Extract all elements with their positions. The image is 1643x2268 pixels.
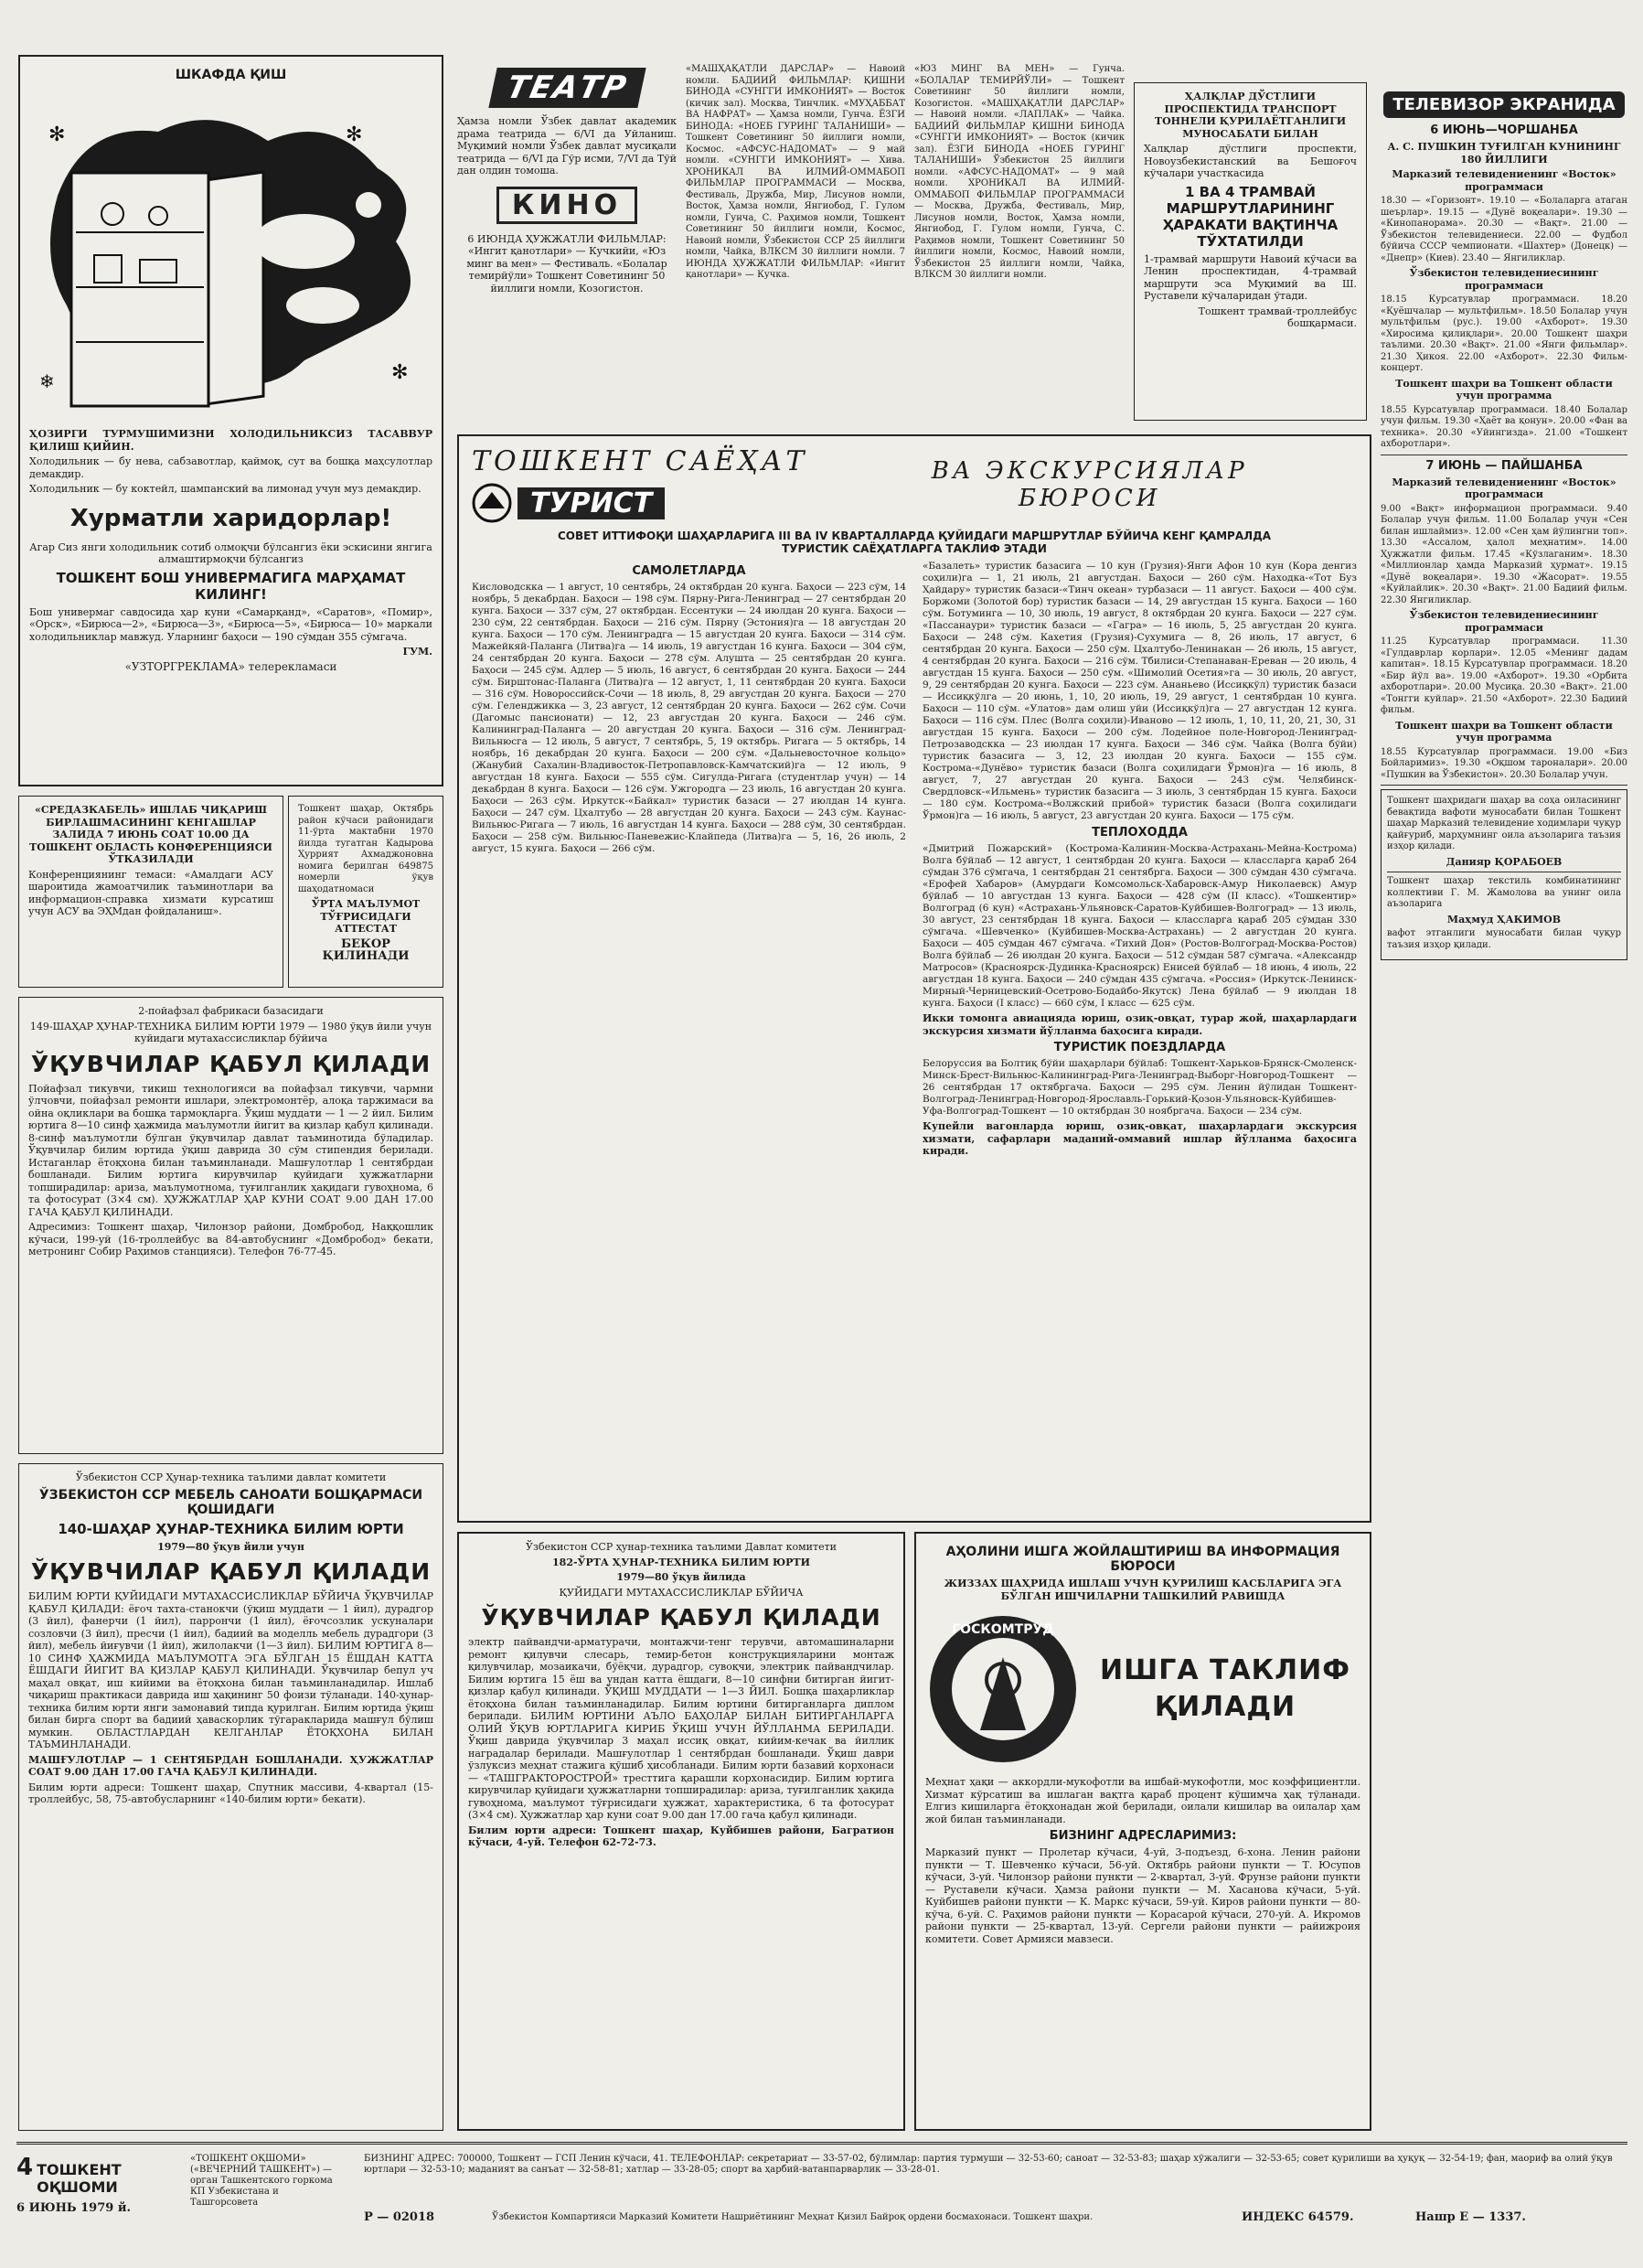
school140-top: Ўзбекистон ССР Ҳунар-техника таълими давлат комитети bbox=[75, 1471, 387, 1483]
fridge-text-6: Бош универмаг савдосида ҳар куни «Самарқанд», «Саратов», «Помир», «Орск», «Бирюса—2», «Бирюса—3», «Бирюса—5», «Бирюса— 10» маркали холодильниклар мавжуд. Уларнинг баҳоси — 190 сўмдан 355 сўмгача. bbox=[29, 605, 432, 643]
obituary-notice-1: Тошкент шаҳридаги шаҳар ва соҳа оиласининг бевақтида вафоти муносабати билан Тошкент шаҳар Марказий телевидение ходимлари чуқур қайғуриб, марҳумнинг оила аъзоларига таъзия изҳор қилади. bbox=[1387, 796, 1621, 851]
kino-logo: КИНО bbox=[496, 187, 637, 224]
footer-register: Р — 02018 bbox=[364, 2210, 435, 2224]
footer-address: БИЗНИНГ АДРЕС: 700000, Тошкент — ГСП Ленин кўчаси, 41. ТЕЛЕФОНЛАР: секретариат — 33-57-02, бўлимлар: партия турмуши — 32-53-60; саноат — 32-53-83; шаҳар хўжалиги — 32-53-65; совет қурилиши ва ҳуқуқ — 32-54-19; фан, маориф ва олий ўқув юртлари — 32-53-10; маданият ва санъат — 32-58-81; хатлар — 33-28-05; спорт ва ҳарбий-ватанпарварлик — 33-28-01. bbox=[364, 2154, 1613, 2175]
cable-ad-note: Конференциянинг темаси: «Амалдаги АСУ шароитида жамоатчилик таъминотлари ва информацион-справка хизмати курсатиш учун АСУ ва ЭҲМдан фойдаланиш». bbox=[28, 868, 273, 917]
tours-bureau-1: ВА ЭКСКУРСИЯЛАР bbox=[931, 456, 1248, 485]
tours-train-note: Купейли вагонларда юриш, озиқ-овқат, шаҳарлардаги экскурсия хизмати, сафарлари маданий-оммавий ишлар йўлланма баҳосига киради. bbox=[923, 1120, 1357, 1157]
school182-years: 1979—80 ўқув йилида bbox=[616, 1571, 746, 1583]
tram-sign: Тошкент трамвай-троллейбус бошқармаси. bbox=[1198, 305, 1357, 329]
footer-page-number: 4 bbox=[16, 2154, 34, 2181]
jobs-brand: ГОСКОМТРУД bbox=[952, 1622, 1054, 1637]
tours-ship-text: «Дмитрий Пожарский» (Кострома-Калинин-Москва-Астрахань-Мейна-Кострома) Волга бўйлаб — 12 август, 1 сентябрдан 20 кунга. Баҳоси — классларга қараб 264 сўмдан 376 сўмгача, 1 сентябрдан 21 сентябрга. Баҳоси — 300 сўмдан 430 сўмгача. «Ерофей Хабаров» (Амурдаги Комсомольск-Хабаровск-Амур Николаевск) Амур бўйлаб — 10 августдан 13 кунга. Баҳоси — 428 сўм (II класс). «Тошкентир» Волгоград (6 кун) «Астрахань-Ульяновск-Саратов-Куйбишев-Волгоград» — 13 июль, 30 август, 23 сентябрдан 18 кунга. Баҳоси — классларга қараб 205 сўмдан 330 сўмгача. «Шевченко» (Куйбишев-Москва-Астрахань) — 2 августдан 20 кунга. Баҳоси — 405 сўмдан 467 сўмгача. «Тихий Дон» (Ростов-Волгоград-Москва-Ростов) Волга бўйлаб — 26 июлдан 20 кунга. Баҳоси — 512 сўмдан 587 сўмгача. «Александр Матросов» (Красноярск-Дудинка-Красноярск) Енисей бўйлаб — 18 июнь, 4 июль, 22 августдан 18 кунга. Баҳоси — 240 сўмдан 435 сўмгача. «Россия» (Иркутск-Ленинск-Мирный-Черницевский-Осетрово-Бодайбо-Якутск) Лена бўйлаб — 9 июлдан 18 кунга. Баҳоси (I класс) — 660 сўм, I класс — 625 сўм. bbox=[923, 843, 1357, 1009]
tram-text-2: 1-трамвай маршрути Навоий кўчаси ва Ленин проспектидан, 4-трамвай маршрути эса Муқимий ва Ш. Руставели кўчаларидан ўтади. bbox=[1144, 252, 1357, 302]
tram-notice bbox=[1134, 82, 1367, 421]
tours-right-text: «Базалеть» туристик базасига — 10 кун (Грузия)-Янги Афон 10 кун (Кора денгиз соҳили)га — 1, 21 июль, 21 августдан. Баҳоси — 260 сўм. Находка-«Тот Буз Ҳайдару» туристик базаси-«Тинч океан» турбазаси — 11 август. Баҳоси — 400 сўм. Боржоми (Золотой бор) туристик базаси — 14, 29 августдан 15 кунга. Баҳоси — 160 сўм. Ботуминга — 10, 30 июль, 19 август, 8 октябрдан 20 кунга. Баҳоси — 227 сўм. «Пассанаури» туристик базаси — «Гагра» — 16 июль, 5, 25 августдан 20 кунга. Баҳоси — 248 сўм. Кахетия (Грузия)-Сухумига — 8, 26 июль, 17 август, 6 сентябрдан 20 кунга. Баҳоси — 250 сўм. Цхалтубо-Ленинакан — 26 июль, 15 август, 4 сентябрдан 20 кунга. Баҳоси — 216 сўм. Тбилиси-Степанаван-Ереван — 20 июль, 4 августдан 15 кунга. Баҳоси — 250 сўм. «Шимолий Осетия»га — 30 июль, 20 август, 9, 29 сентябрдан 20 кунга. Баҳоси — 223 сўм. Ананьево (Иссиқкўл) туристик базаси — Иссиқкўлга — 20 июнь, 1, 10, 20 июль, 19, 29 август, 1 сентябрдан 10 кунга. Баҳоси — 110 сўм. «Улатов» дам олиш уйи (Иссиқкўл)га — 27 августдан 12 кунга. Баҳоси — 116 сўм. Плес (Волга соҳили)-Иваново — 12 июль, 1, 10, 11, 20, 21, 30, 31 августдан 15 кунга. Баҳоси — 200 сўм. Лодейное поле-Новгород-Ленинград-Петрозаводскка — 23 июлдан 17 кунга. Баҳоси — 346 сўм. Чайка (Волга бўйи) туристик базасига — 3, 12, 23 июлдан 20 кунга. Баҳоси — 155 сўм. Кострома-«Дунёво» туристик базаси (Волга соҳилидаги Ўрмон)га — 16 июль, 8 август, 7, 27 августдан 20 кунга. Баҳоси — 243 сўм. Челябинск-Свердловск-«Ильмень» туристик базасига — 3 июль, 3 сентябрдан 15 кунга. Баҳоси — 180 сўм. Кострома-«Волжский прибой» туристик базаси (Волга соҳилидаги Ўрмон)га — 16 июль, 5 август, 23 августдан 20 кунга. Баҳоси — 175 сўм. bbox=[923, 561, 1357, 821]
cinema-col2-text: «МАШҲАҚАТЛИ ДАРСЛАР» — Навоий номли. БАДИИЙ ФИЛЬМЛАР: ҚИШНИ БИНОДА «СУНГГИ ИМКОНИЯТ» — Восток (кичик зал). Москва, Тинчлик. «МУҲАББАТ ВА НАФРАТ» — Ҳамза номли, Гунча. ЁЗГИ БИНОДА: «НОЕБ ГУРИНГ ТАЛАНИШИ» — Тошкент Советининг 50 йиллиги номли, Космос. «АФСУС-НАДОМАТ» — 9 май номли. «СУНГГИ ИМКОНИЯТ» — Хива. ХРОНИКАЛ ВА ИЛМИЙ-ОММАБОП ФИЛЬМЛАР ПРОГРАММАСИ — Москва, Фестиваль, Дружба, Мир, Лисунов номли, Восток, Ҳамза номли, Янгиобод, Г. Гулом номли, Гунча, С. Раҳимов номли, Тошкент Советининг 50 йиллиги номли, Космос, Навоий номли, Ўзбекистон ССР 25 йиллиги номли, Чайка, ВЛКСМ 30 йиллиги номли. 7 ИЮНДА ҲУЖЖАТЛИ ФИЛЬМЛАР: «Ингит қанотлари» — Кучка. bbox=[686, 64, 905, 280]
jobs-headline: ИШГА ТАКЛИФ ҚИЛАДИ bbox=[1100, 1654, 1350, 1723]
obituary-box bbox=[1381, 789, 1627, 960]
tv-logo: ТЕЛЕВИЗОР ЭКРАНИДА bbox=[1383, 91, 1624, 118]
theatre-logo: ТЕАТР bbox=[488, 68, 645, 108]
fridge-ad-title: ШКАФДА ҚИШ bbox=[175, 68, 287, 82]
school182-top: Ўзбекистон ССР ҳунар-техника таълими Давлат комитети bbox=[526, 1541, 837, 1553]
school149-top: 2-пойафзал фабрикаси базасидаги bbox=[138, 1005, 324, 1017]
fridge-text-4: Агар Сиз янги холодильник сотиб олмоқчи бўлсангиз ёки эскисини янгига алмаштирмоқчи бўлсангиз bbox=[29, 540, 432, 565]
tv-tash-2: Тошкент шаҳри ва Тошкент области учун программа bbox=[1395, 719, 1613, 744]
obituary-notice-2: Тошкент шаҳар текстиль комбинатининг коллективи Г. М. Жамолова ва унинг оила аъзоларига bbox=[1387, 876, 1621, 909]
fridge-agency: «УЗТОРГРЕКЛАМА» телерекламаси bbox=[124, 659, 337, 673]
school182-spec: ҚУЙИДАГИ МУТАХАССИСЛИКЛАР БЎЙИЧА bbox=[559, 1586, 804, 1599]
fridge-ad bbox=[18, 55, 443, 786]
tram-intro: ҲАЛҚЛАР ДЎСТЛИГИ ПРОСПЕКТИДА ТРАНСПОРТ ТОННЕЛИ ҚУРИЛАЁТГАНЛИГИ МУНОСАБАТИ БИЛАН bbox=[1154, 91, 1347, 140]
tv-prog-4: 9.00 «Вақт» информацион программаси. 9.40 Болалар учун фильм. 11.00 Болалар учун «Сен билан ишлаймиз». 12.00 «Сен ҳам йўлингни топ». 13.30 «Ассалом, ҳалол меҳнатим». 14.00 Ҳужжатли фильм. 17.45 «Кўзлаганим». 18.30 «Миллионлар ҳамда Марказий ҳурмат». 19.15 «Дунё воқеалари». 19.30 «Жасорат». 19.55 «Куйлайлик». 20.30 «Вақт». 21.00 Бадиий фильм. 22.30 Янгиликлар. bbox=[1381, 503, 1627, 605]
cable-ad-text: «СРЕДАЗКАБЕЛЬ» ИШЛАБ ЧИҚАРИШ БИРЛАШМАСИНИНГ КЕНГАШЛАР ЗАЛИДА 7 ИЮНЬ СОАТ 10.00 ДА ТОШКЕНТ ОБЛАСТЬ КОНФЕРЕНЦИЯСИ ЎТКАЗИЛАДИ bbox=[29, 804, 272, 865]
jobs-body: Меҳнат ҳақи — аккордли-мукофотли ва ишбай-мукофотли, мос коэффициентли. Хизмат кўрсатиш ва ишлаган вақтга қараб процент кўшимча ҳақ тўланади. Елгиз кишиларга ётоқхонадан жой берилади, оилали кишилар ва оилалар ҳам жой билан таъминланади. bbox=[925, 1776, 1360, 1825]
tv-prog-1: 18.30 — «Горизонт». 19.10 — «Болаларга атаган шеърлар». 19.15 — «Дунё воқеалари». 19.30 — «Кинопанорама». 20.30 — «Вақт». 21.00 — Ўзбекистон телевидениеси. 22.00 — Фудбол бўйича СССР чемпионати. «Шахтер» (Донецк) — «Днепр» (Киев). 23.40 — Янгиликлар. bbox=[1381, 196, 1627, 263]
footer-index: ИНДЕКС 64579. bbox=[1242, 2210, 1354, 2224]
obituary-name-1: Данияр ҚОРАБОЕВ bbox=[1446, 855, 1563, 868]
school149-sub: 149-ШАҲАР ҲУНАР-ТЕХНИКА БИЛИМ ЮРТИ 1979 — 1980 ўқув йили учун куйидаги мутахассисликлар бўйича bbox=[29, 1020, 432, 1044]
school182-body: электр пайвандчи-арматурачи, монтажчи-тенг терувчи, автомашиналарни ремонт қилувчи слесарь, темир-бетон конструкцияларини монтаж қилувчилар, мозаикачи, бўёқчи, дурадгор, сувоқчи, электрик пайвандчилар. Билим юртига 15 ёш ва ундан катта ёшдаги, 8—10 синфни битирган йигит-қизлар қабул қилинади. ЎҚИШ МУДДАТИ — 1—3 ЙИЛ. Бошқа шаҳарликлар ётоқхона билан таъминланадилар. Билим юртини битирганларга диплом берилади. БИЛИМ ЮРТИНИ АЪЛО БАҲОЛАР БИЛАН БИТИРГАНЛАРГА ОЛИЙ ЎҚУВ ЮРТЛАРИГА КИРИБ ЎҚИШ УЧУН ЙЎЛЛАНМА БЕРИЛАДИ. Ўқиш даврида ўқувчилар 3 маҳал иссиқ овқат, кийим-кечак ва йиллик наградалар берилади. Машғулотлар 1 сентябрдан бошланади. Ўқиш даври ўзлуксиз меҳнат стажига қўшиб ҳисобланади. Билим юрти базавий корхонаси — «ТАШГРАКТОРОСТРОЙ» тресттига қарашли корхонасидир. Билим юртига кирувчилар қуйидаги ҳужжатларни топширадилар: ариза, туғилганлик ҳақида гувоҳнома, маълумот тўғрисидаги ҳужжат, характеристика, 6 та фотосурат (3×4 см). Ҳужжатлар ҳар куни соат 9.00 дан 17.00 гача қабул қилинади. bbox=[468, 1636, 894, 1821]
svg-text:✻: ✻ bbox=[345, 123, 362, 146]
fridge-text-2: Холодильник — бу нева, сабзавотлар, қаймоқ, сут ва бошқа маҳсулотлар демакдир. bbox=[29, 455, 432, 480]
tourist-logo bbox=[472, 483, 807, 523]
school140-sub: 140-ШАҲАР ҲУНАР-ТЕХНИКА БИЛИМ ЮРТИ bbox=[58, 1520, 404, 1537]
school140-headline: ЎҚУВЧИЛАР ҚАБУЛ ҚИЛАДИ bbox=[30, 1558, 432, 1585]
tours-bureau-2: БЮРОСИ bbox=[1018, 484, 1161, 512]
obituary-name-2: Маҳмуд ҲАКИМОВ bbox=[1446, 913, 1562, 925]
tv-tash-1: Тошкент шаҳри ва Тошкент области учун программа bbox=[1395, 377, 1613, 401]
school-140-ad bbox=[18, 1463, 443, 2131]
svg-text:✻: ✻ bbox=[390, 361, 408, 384]
school182-sub: 182-ЎРТА ҲУНАР-ТЕХНИКА БИЛИМ ЮРТИ bbox=[552, 1556, 810, 1568]
cable-conference-ad bbox=[18, 796, 283, 988]
tours-air-heading: САМОЛЕТЛАРДА bbox=[632, 564, 746, 578]
school182-address: Билим юрти адреси: Тошкент шаҳар, Куйбишев райони, Багратион кўчаси, 4-уй. Телефон 62-72-73. bbox=[468, 1824, 894, 1848]
theatre-text: Ҳамза номли Ўзбек давлат академик драма театрида — 6/VI да Уйланиш. Муқимий номли Ўзбек давлат мусиқали театрида — 6/VI да Гўр исми, 7/VI да Тўй дан олдин томоша. bbox=[457, 115, 677, 177]
tours-train-text: Белоруссия ва Болтиқ бўйи шаҳарлари бўйлаб: Тошкент-Харьков-Брянск-Смоленск-Минск-Брест-Вильнюс-Калининград-Рига-Ленинград-Выборг-Новгород-Тошкент — 26 сентябрдан 17 октябргача. Баҳоси — 295 сўм. Ленин йўлидан Тошкент-Волгоград-Ленинград-Новгород-Ярославль-Горький-Қозон-Ульяновск-Куйбишев-Уфа-Волгоград-Тошкент — 10 октябрдан 30 ноябргача. Баҳоси — 234 сўм. bbox=[923, 1058, 1357, 1117]
jobs-addresses: Марказий пункт — Пролетар кўчаси, 4-уй, 3-подъезд, 6-хона. Ленин райони пункти — Т. Шевченко кўчаси, 56-уй. Октябрь райони пункти — Т. Юсупов кўчаси, 3-уй. Чилонзор райони пункти — 2-квартал, 3-уй. Фрунзе райони пункти — Руставели кўчаси. Ҳамза райони пункти — М. Хасанова кўчаси, 5-уй. Куйбишев райони пункти — К. Маркс кўчаси, 59-уй. Киров райони пункти — 80-кўча, 6-уй. С. Раҳимов райони пункти — Корасарой кўчаси, 270-уй. А. Икромов райони пункти — 25-квартал, 13-уй. Сергели райони пункти — райижроия комитети. Совет Армияси мавзеси. bbox=[925, 1846, 1360, 1945]
kino-text: 6 ИЮНДА ҲУЖЖАТЛИ ФИЛЬМЛАР: «Ингит қанотлари» — Кучкийи, «Юз минг ва мен» — Фестиваль. «Болалар темирйўли» Тошкент Советининг 50 йиллиги номли, Козогистон. bbox=[466, 232, 667, 294]
tours-ship-heading: ТЕПЛОХОДДА bbox=[1092, 826, 1188, 840]
cinema-column-2 bbox=[686, 64, 905, 448]
tv-prog-3: 18.55 Курсатувлар программаси. 18.40 Болалар учун фильм. 19.30 «Ҳаёт ва қонун». 20.00 «Фан ва техника». 20.30 «Уйингизда». 21.00 «Тошкент ахборотлари». bbox=[1381, 404, 1627, 449]
cinema-column-3 bbox=[914, 64, 1125, 448]
tours-air-text: Кисловодскка — 1 август, 10 сентябрь, 24 октябрдан 20 кунга. Баҳоси — 223 сўм, 14 ноябрь, 5 декабрдан. Баҳоси — 198 сўм. Пярну-Рига-Ленинград — 27 сентябрдан 20 кунга. Баҳоси — 337 сўм, 27 октябрдан. Ессентуки — 24 июлдан 20 кунга. Баҳоси — 230 сўм, 22 сентябрдан. Баҳоси — 216 сўм. Пярну (Эстония)га — 18 августдан 20 кунга. Баҳоси — 170 сўм. Ленинградга — 15 августдан 20 кунга. Баҳоси — 314 сўм. Мажейкяй-Паланга (Литва)га — 14 июль, 19 августдан 16 кунга. Баҳоси — 304 сўм, 24 сентябрдан 20 кунга. Баҳоси — 278 сўм. Алушта — 25 сентябрдан 20 кунга. Баҳоси — 245 сўм. Адлер — 5 июль, 16 август, 6 сентябрдан 20 кунга. Баҳоси — 244 сўм. Бирштонас-Паланга (Литва)га — 12 август, 1, 11 сентябрдан 20 кунга. Баҳоси — 316 сўм. Новороссийск-Сочи — 18 июль, 8, 29 августдан 20 кунга. Баҳоси — 270 сўм. Геленджикка — 3, 23 август, 12 сентябрдан 20 кунга. Баҳоси — 262 сўм. Сочи (Дагомыс пансионати) — 12, 23 августдан 20 кунга. Баҳоси — 246 сўм. Калининград-Паланга — 20 августдан 20 кунга. Баҳоси — 316 сўм. Ленинград-Вильнюсга — 12 июль, 5 август, 7 сентябрь, 5, 19 октябрь. Ригага — 5 октябрь, 14 ноябрь, 16 декабрдан 20 кунга. Баҳоси — 200 сўм. «Дальневосточное кольцо» (Жанубий Сахалин-Владивосток-Петропавловск-Камчатский)га — 12 июль, 9 августдан 18 кунга. Баҳоси — 555 сўм. Сигулда-Ригага (студентлар учун) — 14 декабрдан 8 кунга. Баҳоси — 126 сўм. Ужгородга — 23 июль, 16 августдан 20 кунга. Баҳоси — 263 сўм. Иркутск-«Байкал» туристик базаси — 27 июлдан 14 кунга. Баҳоси — 247 сўм. Цхалтубо — 28 августдан 20 кунга. Баҳоси — 243 сўм. Каунас-Вильнюс-Ригага — 7 июль, 16 августдан 14 кунга. Баҳоси — 288 сўм, 30 сентябрдан. Баҳоси — 258 сўм. Вильнюс-Паневежис-Клайпеда (Литва)га — 5, 16, 26 июль, 2 август, 15 кунга. Баҳоси — 266 сўм. bbox=[472, 582, 906, 854]
tours-left-column bbox=[472, 561, 906, 1161]
tv-uzb-1: Ўзбекистон телевидениесининг программаси bbox=[1409, 267, 1599, 292]
tv-day-2: 7 ИЮНЬ — ПАЙШАНБА bbox=[1425, 458, 1583, 473]
jobs-top: АҲОЛИНИ ИШГА ЖОЙЛАШТИРИШ ВА ИНФОРМАЦИЯ БЮРОСИ bbox=[945, 1545, 1340, 1574]
tv-central-2: Марказий телевидениенинг «Восток» программаси bbox=[1392, 476, 1616, 500]
school149-headline: ЎҚУВЧИЛАР ҚАБУЛ ҚИЛАДИ bbox=[30, 1050, 432, 1077]
tours-train-heading: ТУРИСТИК ПОЕЗДЛАРДА bbox=[1053, 1041, 1226, 1054]
tv-uzb-2: Ўзбекистон телевидениесининг программаси bbox=[1409, 609, 1599, 634]
school149-address: Адресимиз: Тошкент шаҳар, Чилонзор райони, Домбробод, Наққошлик кўчаси, 199-уй (16-троллейбус ва 84-автобуснинг «Домбробод» бекати, метронинг Собир Раҳимов станцияси). Телефон 76-77-45. bbox=[28, 1221, 433, 1257]
tv-central-1: Марказий телевидениенинг «Восток» программаси bbox=[1392, 168, 1616, 193]
school140-start: МАШҒУЛОТЛАР — 1 СЕНТЯБРДАН БОШЛАНАДИ. ҲУЖЖАТЛАР СОАТ 9.00 ДАН 17.00 ГАЧА ҚАБУЛ ҚИЛИНАДИ. bbox=[28, 1753, 433, 1778]
school140-org: ЎЗБЕКИСТОН ССР МЕБЕЛЬ САНОАТИ БОШҚАРМАСИ ҚОШИДАГИ bbox=[38, 1487, 423, 1517]
fridge-text-1: ҲОЗИРГИ ТУРМУШИМИЗНИ ХОЛОДИЛЬНИКСИЗ ТАСАВВУР ҚИЛИШ ҚИЙИН. bbox=[29, 428, 432, 453]
tours-city: ТОШКЕНТ САЁҲАТ bbox=[472, 445, 808, 477]
jobs-ad bbox=[914, 1532, 1371, 2131]
lost-certificate-notice bbox=[288, 796, 443, 988]
tours-right-column bbox=[923, 561, 1357, 1161]
fridge-text-3: Холодильник — бу коктейл, шампанский ва лимонад учун муз демакдир. bbox=[29, 483, 421, 495]
tv-prog-5: 11.25 Курсатувлар программаси. 11.30 «Гулдаврлар корлари». 12.05 «Менинг дадам капитан». 18.15 Курсатувлар программаси. 18.20 «Бир йўл ва». 19.00 «Ахборот». 19.30 «Орбита ахборотлари». 20.00 Мусиқа. 20.30 «Вақт». 21.00 «Тонгги куйлар». 21.50 «Ахборот». 22.30 Бадиий фильм. bbox=[1381, 637, 1627, 715]
school-182-ad bbox=[457, 1532, 905, 2131]
tram-headline: 1 ВА 4 ТРАМВАЙ МАРШРУТЛАРИНИНГ ҲАРАКАТИ ВАҚТИНЧА ТЎХТАТИЛДИ bbox=[1162, 183, 1339, 250]
obituary-notice-3: вафот этганлиги муносабати билан чуқур таъзия изҳор қилади. bbox=[1387, 928, 1621, 950]
tours-brand: ТУРИСТ bbox=[517, 487, 665, 519]
jobs-address-heading: БИЗНИНГ АДРЕСЛАРИМИЗ: bbox=[1049, 1829, 1237, 1843]
footer-masthead bbox=[16, 2154, 181, 2215]
theatre-column bbox=[457, 64, 677, 448]
fridge-illustration bbox=[30, 86, 432, 424]
fridge-text-5: ТОШКЕНТ БОШ УНИВЕРМАГИГА МАРҲАМАТ КИЛИНГ! bbox=[56, 569, 406, 603]
tv-day-1: 6 ИЮНЬ—ЧОРШАНБА bbox=[1430, 123, 1578, 137]
tv-prog-2: 18.15 Курсатувлар программаси. 18.20 «Қуёшчалар — мультфильм». 18.50 Болалар учун мультфильм (рус.). 19.00 «Ахборот». 19.30 «Хиросима қилиқлари». 20.00 Тошкент шаҳри таълими. 20.30 «Вақт». 21.00 «Янги фильмлар». 21.30 Ҳикоя. 22.00 «Ахборот». 22.30 Фильм-концерт. bbox=[1381, 294, 1627, 373]
tram-text-1: Халқлар дўстлиги проспекти, Новоузбекистанский ва Бешоғоч кўчалари участкасида bbox=[1144, 143, 1357, 179]
lost-cert-status: БЕКОР ҚИЛИНАДИ bbox=[322, 936, 410, 963]
tv-prog-6: 18.55 Курсатувлар программаси. 19.00 «Биз Бойларимиз». 19.30 «Оқшом тароналари». 20.00 «Пушкин ва Ўзбекистон». 20.30 Болалар учун. bbox=[1381, 746, 1627, 780]
page-footer bbox=[16, 2142, 1627, 2250]
footer-printer: Ўзбекистон Компартияси Марказий Комитети Нашриётининг Меҳнат Қизил Байроқ ордени босмахонаси. Тошкент шаҳри. bbox=[492, 2212, 1094, 2222]
tours-ad bbox=[457, 434, 1371, 1523]
cinema-col3-text: «ЮЗ МИНГ ВА МЕН» — Гунча. «БОЛАЛАР ТЕМИРЙЎЛИ» — Тошкент Советининг 50 йиллиги номли, Козогистон. «МАШҲАҚАТЛИ ДАРСЛАР» — Навоий номли. «ЛАПЛАК» — Чайка. БАДИИЙ ФИЛЬМЛАР ҚИШНИ БИНОДА «СУНГГИ ИМКОНИЯТ» — Восток (кичик зал). ЁЗГИ БИНОДА «НОЕБ ГУРИНГ ТАЛАНИШИ» Ўзбекистон 25 йиллиги номли. «АФСУС-НАДОМАТ» — 9 май номли. ХРОНИКАЛ ВА ИЛМИЙ-ОММАБОП ФИЛЬМЛАР ПРОГРАММАСИ — Москва, Дружба, Фестиваль, Мир, Лисунов номли, Восток, Ҳамза номли, Янгиобод, Г. Гулом номли, Гунча, С. Раҳимов номли, Тошкент Советининг 50 йиллиги номли, Космос, Навоий номли, Ўзбекистон 25 йиллиги номли, Чайка, ВЛКСМ 30 йиллиги номли. bbox=[914, 64, 1125, 280]
goskomtrud-emblem-icon bbox=[925, 1611, 1081, 1767]
tourist-emblem-icon bbox=[472, 483, 512, 523]
school140-body: БИЛИМ ЮРТИ ҚУЙИДАГИ МУТАХАССИСЛИКЛАР БЎЙИЧА ЎҚУВЧИЛАР ҚАБУЛ ҚИЛАДИ: ёғоч тахта-станокчи (ўқиш муддати — 1 йил), дурадгор (3 йил), фанерчи (1 йил), паррончи (1 йил), ёғочсозлик ускуналари созловчи (3 йил), пресчи (1 йил), бадиий ва моделль мебель дурадгори (3 йил), мебель йиғувчи (1 йил), жилолакчи (1—3 йил). БИЛИМ ЮРТИГА 8—10 СИНФ ҲАЖМИДА МАЪЛУМОТГА ЭГА БЎЛГАН 15 ЁШДАН КАТТА ЁШДАГИ ЙИГИТ ВА ҚИЗЛАР ҚАБУЛ ҚИЛИНАДИ. Ўқувчилар бепул уч маҳал овқат, иш кийими ва ётоқхона билан таъминланадилар. Ишлаб чиқариш практикаси даврида иш ҳақининг 50 фоизи тўланади. 140-ҳунар-техника билим юрти янги замонавий типда қурилган. Билим юртида ўқиш билан бирга спорт ва бадиий ҳаваскорлик тўгаракларида машғул бўлиш мумкин. ОБЛАСТЛАРДАН КЕЛГАНЛАР ЁТОҚХОНА БИЛАН ТАЪМИНЛАНАДИ. bbox=[28, 1590, 433, 1750]
tours-intro: СОВЕТ ИТТИФОҚИ ШАҲАРЛАРИГА III ВА IV КВАРТАЛЛАРДА ҚУЙИДАГИ МАРШРУТЛАР БЎЙИЧА КЕНГ ҚАМРАЛДА ТУРИСТИК САЁҲАТЛАРГА ТАКЛИФ ЭТАДИ bbox=[557, 530, 1272, 555]
school182-headline: ЎҚУВЧИЛАР ҚАБУЛ ҚИЛАДИ bbox=[481, 1604, 881, 1631]
school-149-ad bbox=[18, 997, 443, 1454]
tv-pushkin: А. С. ПУШКИН ТУҒИЛГАН КУНИНИНГ 180 ЙИЛЛИГИ bbox=[1387, 141, 1621, 166]
school149-body: Пойафзал тикувчи, тикиш технологияси ва пойафзал тикувчи, чармни ўлчовчи, пойафзал ремонти ишлари, электромонтёр, алоқа таржимаси ва ойна оқликлари ва бошқа тармоқларга. Ўқиш муддати — 1 — 2 йил. Билим юртига 8—10 синф ҳажмида маълумотли йигит ва қизлар қабул қилинади. 8-синф маълумотли бўлган ўқувчилар давлат таъминотида бўладилар. Ўқувчилар билим юртида ўқиш даврида 30 сўм стипендия берилади. Истаганлар ётоқхона билан таъминланади. Машғулотлар 1 сентябрдан бошланади. Билим юртига кирувчилар қуйидаги ҳужжатларни топширадилар: ариза, маълумотнома, туғилганлик ҳақидаги гувоҳнома, 6 та фотосурат (3×4 см). ҲУЖЖАТЛАР ҲАР КУНИ СОАТ 9.00 ДАН 17.00 ГАЧА ҚАБУЛ ҚИЛИНАДИ. bbox=[28, 1082, 433, 1218]
jobs-sub: ЖИЗЗАХ ШАҲРИДА ИШЛАШ УЧУН ҚУРИЛИШ КАСБЛАРИГА ЭГА БЎЛГАН ИШЧИЛАРНИ ТАШКИЛИЙ РАВИШДА bbox=[944, 1578, 1342, 1602]
lost-cert-title: ЎРТА МАЪЛУМОТ ТЎҒРИСИДАГИ АТТЕСТАТ bbox=[311, 898, 421, 935]
lost-cert-text: Тошкент шаҳар, Октябрь район кўчаси районидаги 11-ўрта мактабни 1970 йилда тугатган Кадырова Ҳуррият Ахмаджоновна номига берилган 649875 номерли ўқув шаҳодатномаси bbox=[298, 804, 433, 894]
school140-address: Билим юрти адреси: Тошкент шаҳар, Спутник массиви, 4-квартал (15-троллейбус, 58, 75-автобусларнинг «140-билим юрти» бекати). bbox=[28, 1781, 433, 1805]
svg-text:✻: ✻ bbox=[48, 123, 65, 146]
school140-years: 1979—80 ўқув йили учун bbox=[157, 1540, 304, 1553]
footer-title: «ТОШКЕНТ ОҚШОМИ» («ВЕЧЕРНИЙ ТАШКЕНТ») — орган Ташкентского горкома КП Узбекистана и Ташгорсовета bbox=[190, 2154, 333, 2208]
tv-column bbox=[1381, 91, 1627, 2131]
footer-logo: ТОШКЕНТ ОҚШОМИ bbox=[37, 2161, 122, 2196]
fridge-signature: ГУМ. bbox=[402, 646, 432, 658]
footer-date: 6 ИЮНЬ 1979 й. bbox=[16, 2201, 131, 2215]
tours-ship-note: Икки томонга авиацияда юриш, озиқ-овқат, турар жой, шаҳарлардаги экскурсия хизмати йўлланма баҳосига киради. bbox=[923, 1012, 1357, 1037]
fridge-headline: Хурматли харидорлар! bbox=[69, 504, 392, 532]
footer-order: Нашр Е — 1337. bbox=[1415, 2210, 1526, 2224]
svg-text:❄: ❄ bbox=[38, 370, 55, 392]
